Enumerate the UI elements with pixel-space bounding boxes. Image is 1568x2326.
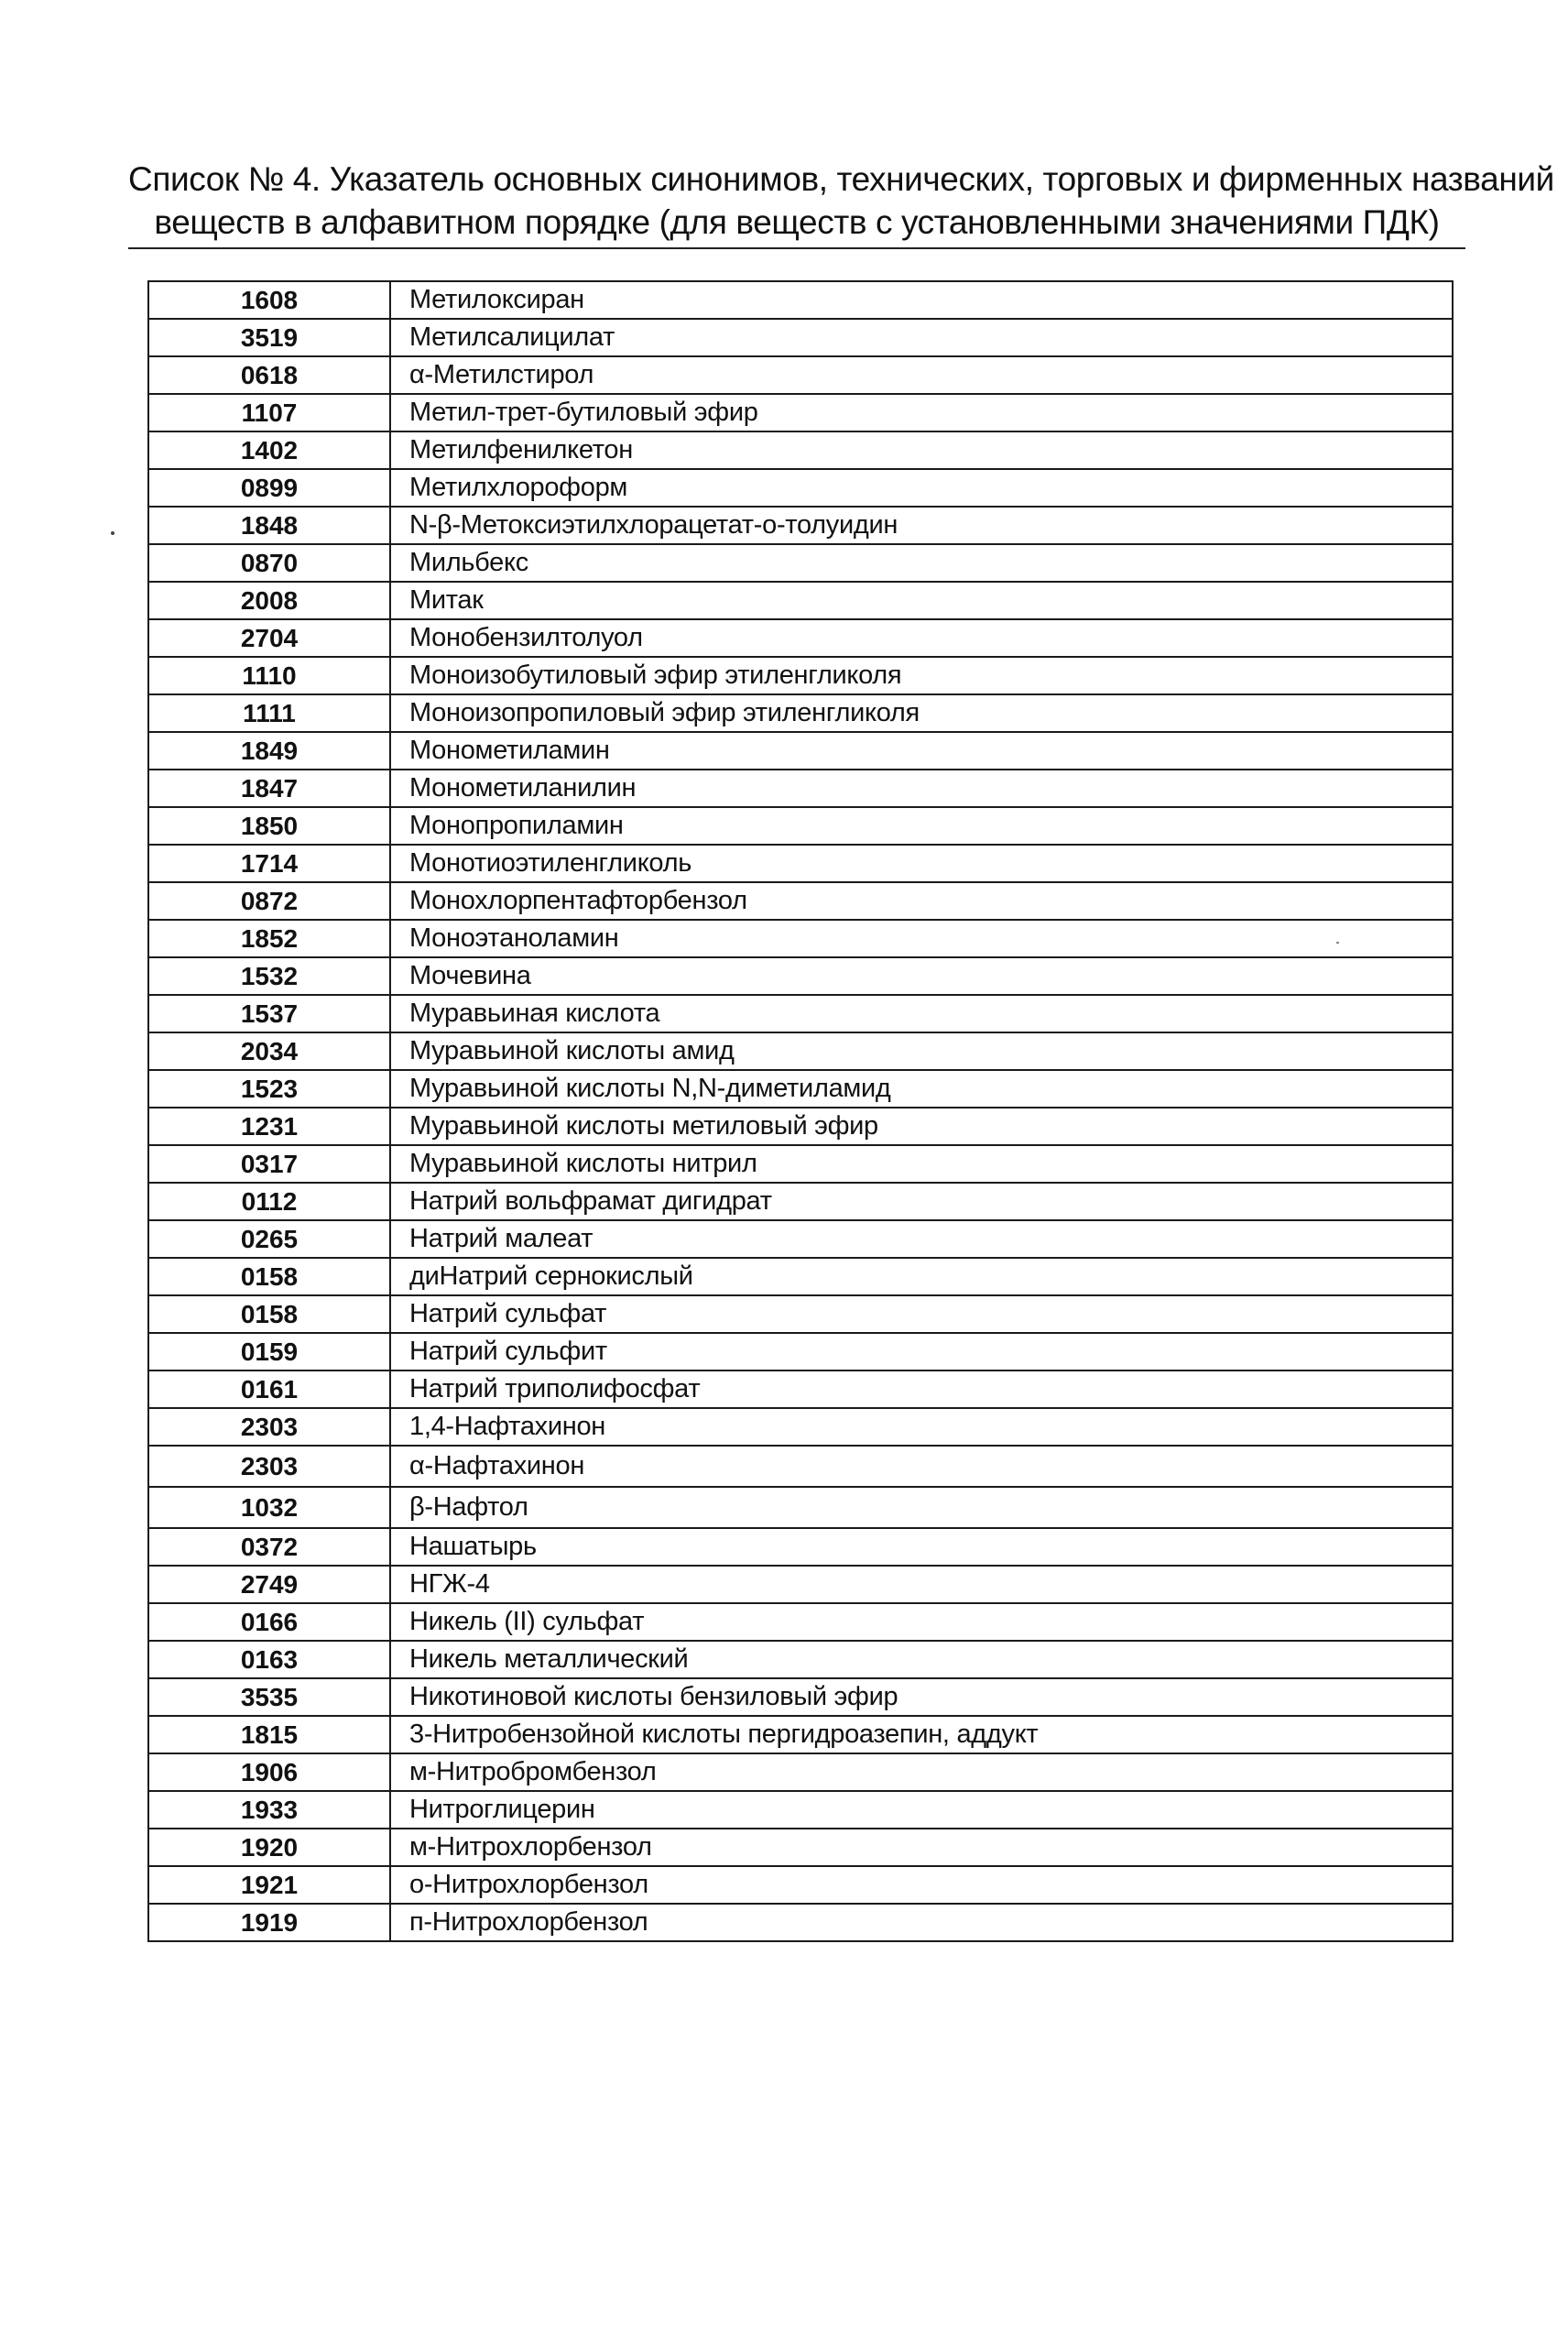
table-row xyxy=(148,1566,1453,1603)
substance-name: Никель (II) сульфат xyxy=(390,1603,1453,1641)
table-row xyxy=(148,1333,1453,1370)
substance-name: α-Нафтахинон xyxy=(390,1446,1453,1487)
table-row xyxy=(148,1678,1453,1716)
substance-name: Натрий триполифосфат xyxy=(390,1370,1453,1408)
table-row xyxy=(148,1446,1453,1487)
substance-code: 0872 xyxy=(148,882,390,920)
table-row xyxy=(148,1866,1453,1904)
substance-name: Нашатырь xyxy=(390,1528,1453,1566)
substance-name: Моноизобутиловый эфир этиленгликоля xyxy=(390,657,1453,694)
substance-name: Муравьиной кислоты амид xyxy=(390,1032,1453,1070)
table-row xyxy=(148,544,1453,582)
substance-name: м-Нитрохлорбензол xyxy=(390,1829,1453,1866)
substance-name: Монопропиламин xyxy=(390,807,1453,845)
table-row xyxy=(148,1904,1453,1941)
table-row xyxy=(148,281,1453,319)
substance-name: Монохлорпентафторбензол xyxy=(390,882,1453,920)
substance-code: 1849 xyxy=(148,732,390,770)
substance-name: Мочевина xyxy=(390,957,1453,995)
substance-code: 1815 xyxy=(148,1716,390,1753)
substance-name: α-Метилстирол xyxy=(390,356,1453,394)
synonym-table-body xyxy=(148,281,1453,1941)
substance-name: Никель металлический xyxy=(390,1641,1453,1678)
substance-code: 1920 xyxy=(148,1829,390,1866)
substance-code: 2034 xyxy=(148,1032,390,1070)
substance-name: Монотиоэтиленгликоль xyxy=(390,845,1453,882)
substance-name: м-Нитробромбензол xyxy=(390,1753,1453,1791)
substance-code: 3519 xyxy=(148,319,390,356)
table-row xyxy=(148,694,1453,732)
substance-name: Никотиновой кислоты бензиловый эфир xyxy=(390,1678,1453,1716)
substance-name: Натрий малеат xyxy=(390,1220,1453,1258)
table-row xyxy=(148,1145,1453,1183)
table-row xyxy=(148,1220,1453,1258)
table-row xyxy=(148,1641,1453,1678)
table-row xyxy=(148,356,1453,394)
substance-code: 0265 xyxy=(148,1220,390,1258)
substance-code: 0161 xyxy=(148,1370,390,1408)
substance-code: 1537 xyxy=(148,995,390,1032)
substance-name: Монометиламин xyxy=(390,732,1453,770)
substance-name: Натрий сульфит xyxy=(390,1333,1453,1370)
table-row xyxy=(148,319,1453,356)
substance-name: Метилхлороформ xyxy=(390,469,1453,507)
table-row xyxy=(148,807,1453,845)
substance-code: 1919 xyxy=(148,1904,390,1941)
substance-code: 0158 xyxy=(148,1258,390,1295)
substance-code: 0317 xyxy=(148,1145,390,1183)
table-row xyxy=(148,469,1453,507)
substance-code: 1231 xyxy=(148,1108,390,1145)
table-row xyxy=(148,1528,1453,1566)
substance-code: 2303 xyxy=(148,1408,390,1446)
substance-name: диНатрий сернокислый xyxy=(390,1258,1453,1295)
list-title-line-2: веществ в алфавитном порядке (для веществ с установленными значениями ПДК) xyxy=(154,203,1440,241)
substance-code: 1032 xyxy=(148,1487,390,1528)
substance-code: 0159 xyxy=(148,1333,390,1370)
substance-code: 1921 xyxy=(148,1866,390,1904)
substance-name: Метил-трет-бутиловый эфир xyxy=(390,394,1453,431)
substance-name: Мильбекс xyxy=(390,544,1453,582)
substance-code: 0163 xyxy=(148,1641,390,1678)
substance-code: 0166 xyxy=(148,1603,390,1641)
table-row xyxy=(148,1258,1453,1295)
substance-code: 1110 xyxy=(148,657,390,694)
title-underline xyxy=(128,247,1465,249)
table-row xyxy=(148,920,1453,957)
table-row xyxy=(148,507,1453,544)
table-row xyxy=(148,1487,1453,1528)
substance-code: 0372 xyxy=(148,1528,390,1566)
scan-speck xyxy=(111,531,114,535)
substance-name: п-Нитрохлорбензол xyxy=(390,1904,1453,1941)
table-row xyxy=(148,845,1453,882)
substance-code: 1107 xyxy=(148,394,390,431)
table-row xyxy=(148,1183,1453,1220)
table-row xyxy=(148,1295,1453,1333)
table-row xyxy=(148,995,1453,1032)
list-title-line-1: Список № 4. Указатель основных синонимов, технических, торговых и фирменных названий xyxy=(128,160,1554,198)
substance-code: 2008 xyxy=(148,582,390,619)
substance-code: 0870 xyxy=(148,544,390,582)
substance-code: 1402 xyxy=(148,431,390,469)
substance-code: 1933 xyxy=(148,1791,390,1829)
substance-code: 1523 xyxy=(148,1070,390,1108)
table-row xyxy=(148,1603,1453,1641)
substance-name: Натрий вольфрамат дигидрат xyxy=(390,1183,1453,1220)
list-title xyxy=(128,158,1554,244)
table-row xyxy=(148,1032,1453,1070)
table-row xyxy=(148,1753,1453,1791)
substance-name: Муравьиная кислота xyxy=(390,995,1453,1032)
substance-name: Метилфенилкетон xyxy=(390,431,1453,469)
table-row xyxy=(148,657,1453,694)
substance-code: 1714 xyxy=(148,845,390,882)
table-row xyxy=(148,1829,1453,1866)
table-row xyxy=(148,619,1453,657)
substance-name: Монобензилтолуол xyxy=(390,619,1453,657)
substance-name: 3-Нитробензойной кислоты пергидроазепин, аддукт xyxy=(390,1716,1453,1753)
substance-code: 0158 xyxy=(148,1295,390,1333)
substance-code: 1848 xyxy=(148,507,390,544)
substance-code: 3535 xyxy=(148,1678,390,1716)
substance-code: 1532 xyxy=(148,957,390,995)
substance-name: Нитроглицерин xyxy=(390,1791,1453,1829)
substance-code: 1906 xyxy=(148,1753,390,1791)
substance-code: 1111 xyxy=(148,694,390,732)
substance-name: Метилоксиран xyxy=(390,281,1453,319)
substance-name: Моноэтаноламин xyxy=(390,920,1453,957)
table-row xyxy=(148,1408,1453,1446)
substance-name: Митак xyxy=(390,582,1453,619)
substance-code: 2749 xyxy=(148,1566,390,1603)
table-row xyxy=(148,1108,1453,1145)
substance-name: N-β-Метоксиэтилхлорацетат-о-толуидин xyxy=(390,507,1453,544)
substance-code: 0899 xyxy=(148,469,390,507)
table-row xyxy=(148,431,1453,469)
substance-code: 1850 xyxy=(148,807,390,845)
substance-code: 2303 xyxy=(148,1446,390,1487)
table-row xyxy=(148,1070,1453,1108)
table-row xyxy=(148,1791,1453,1829)
substance-name: Муравьиной кислоты нитрил xyxy=(390,1145,1453,1183)
substance-name: НГЖ-4 xyxy=(390,1566,1453,1603)
substance-name: Натрий сульфат xyxy=(390,1295,1453,1333)
substance-code: 1608 xyxy=(148,281,390,319)
substance-name: Моноизопропиловый эфир этиленгликоля xyxy=(390,694,1453,732)
table-row xyxy=(148,394,1453,431)
table-row xyxy=(148,770,1453,807)
substance-code: 1852 xyxy=(148,920,390,957)
substance-name: β-Нафтол xyxy=(390,1487,1453,1528)
synonym-table xyxy=(147,280,1454,1942)
substance-code: 2704 xyxy=(148,619,390,657)
substance-name: 1,4-Нафтахинон xyxy=(390,1408,1453,1446)
table-row xyxy=(148,1370,1453,1408)
table-row xyxy=(148,732,1453,770)
substance-code: 1847 xyxy=(148,770,390,807)
substance-name: Муравьиной кислоты N,N-диметиламид xyxy=(390,1070,1453,1108)
substance-name: о-Нитрохлорбензол xyxy=(390,1866,1453,1904)
substance-code: 0112 xyxy=(148,1183,390,1220)
table-row xyxy=(148,882,1453,920)
table-row xyxy=(148,957,1453,995)
table-row xyxy=(148,1716,1453,1753)
substance-code: 0618 xyxy=(148,356,390,394)
table-row xyxy=(148,582,1453,619)
substance-name: Метилсалицилат xyxy=(390,319,1453,356)
substance-name: Муравьиной кислоты метиловый эфир xyxy=(390,1108,1453,1145)
substance-name: Монометиланилин xyxy=(390,770,1453,807)
